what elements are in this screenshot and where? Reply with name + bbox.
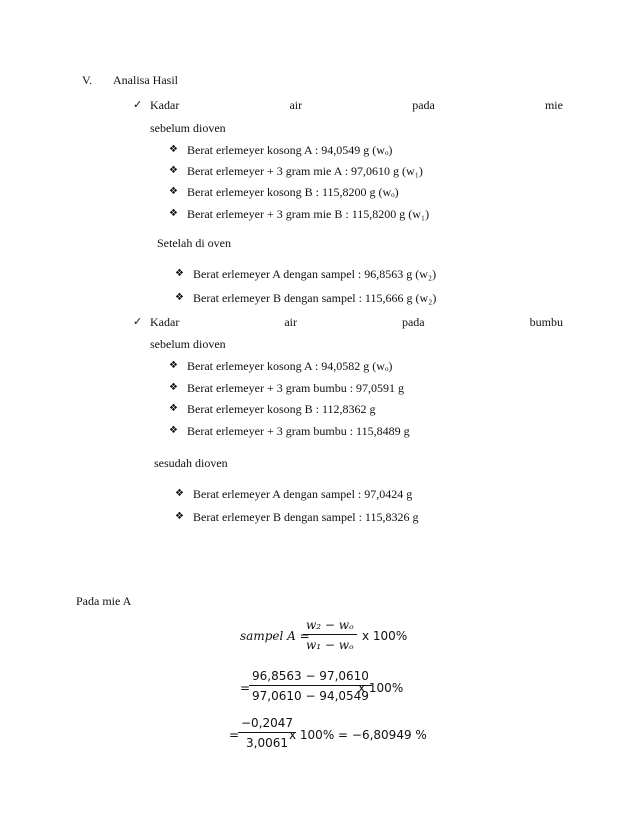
checkmark-icon: ✓	[133, 315, 143, 328]
diamond-bullet-icon: ❖	[169, 144, 178, 155]
list-item: Berat erlemeyer B dengan sampel : 115,666 g (w₂)	[193, 291, 437, 305]
list-item: Berat erlemeyer kosong B : 115,8200 g (wₒ)	[187, 185, 399, 199]
diamond-bullet-icon: ❖	[175, 268, 184, 279]
list-item: Berat erlemeyer kosong A : 94,0549 g (wₒ)	[187, 143, 393, 157]
calc-label: Pada mie A	[76, 594, 132, 608]
diamond-bullet-icon: ❖	[169, 425, 178, 436]
diamond-bullet-icon: ❖	[175, 488, 184, 499]
fraction-denominator: 97,0610 − 94,0549	[252, 689, 369, 703]
formula-fraction	[238, 716, 296, 750]
diamond-bullet-icon: ❖	[169, 186, 178, 197]
diamond-bullet-icon: ❖	[169, 403, 178, 414]
diamond-bullet-icon: ❖	[175, 511, 184, 522]
list-item: Berat erlemeyer + 3 gram mie B : 115,8200 g (w₁)	[187, 207, 430, 221]
section-title: Analisa Hasil	[113, 73, 178, 87]
list-item: Berat erlemeyer B dengan sampel : 115,8326 g	[193, 510, 419, 524]
fraction-numerator: w₂ − wₒ	[303, 618, 357, 635]
bumbu-heading-word: bumbu	[529, 315, 563, 329]
formula-fraction	[303, 618, 357, 652]
list-item: Berat erlemeyer + 3 gram bumbu : 115,8489 g	[187, 424, 410, 438]
bumbu-after-label: sesudah dioven	[154, 456, 228, 470]
diamond-bullet-icon: ❖	[169, 382, 178, 393]
diamond-bullet-icon: ❖	[175, 292, 184, 303]
fraction-numerator: 96,8563 − 97,0610	[249, 669, 372, 686]
bumbu-heading-word: air	[284, 315, 297, 329]
formula-result: x 100% = −6,80949 %	[289, 728, 427, 742]
list-item: Berat erlemeyer A dengan sampel : 96,8563 g (w₂)	[193, 267, 437, 281]
diamond-bullet-icon: ❖	[169, 208, 178, 219]
list-item: Berat erlemeyer kosong B : 112,8362 g	[187, 402, 376, 416]
diamond-bullet-icon: ❖	[169, 360, 178, 371]
formula-tail: x 100%	[362, 629, 408, 643]
formula-equals: =	[229, 728, 240, 742]
list-item: Berat erlemeyer + 3 gram bumbu : 97,0591 g	[187, 381, 405, 395]
mie-heading-word: mie	[544, 98, 563, 112]
bumbu-heading	[150, 315, 563, 330]
diamond-bullet-icon: ❖	[169, 165, 178, 176]
bumbu-heading-word: Kadar	[150, 315, 180, 329]
mie-heading-word: Kadar	[150, 98, 180, 112]
mie-heading-word: air	[289, 98, 303, 112]
formula-equals: =	[240, 681, 251, 695]
list-item: Berat erlemeyer A dengan sampel : 97,0424 g	[193, 487, 413, 501]
bumbu-heading-line2: sebelum dioven	[150, 337, 226, 351]
formula-tail: x 100%	[358, 681, 404, 695]
checkmark-icon: ✓	[133, 98, 143, 111]
bumbu-heading-word: pada	[401, 315, 425, 329]
mie-after-label: Setelah di oven	[157, 236, 231, 250]
mie-heading-word: pada	[412, 98, 435, 112]
mie-heading	[150, 98, 563, 113]
fraction-denominator: 3,0061	[246, 736, 289, 750]
fraction-denominator: w₁ − wₒ	[306, 638, 354, 652]
formula-fraction	[249, 669, 372, 703]
mie-heading-line2: sebelum dioven	[150, 121, 226, 135]
list-item: Berat erlemeyer kosong A : 94,0582 g (wₒ)	[187, 359, 393, 373]
formula-lhs: sampel A =	[240, 629, 310, 643]
fraction-numerator: −0,2047	[238, 716, 296, 733]
section-number: V.	[82, 73, 93, 87]
list-item: Berat erlemeyer + 3 gram mie A : 97,0610 g (w₁)	[187, 164, 423, 178]
